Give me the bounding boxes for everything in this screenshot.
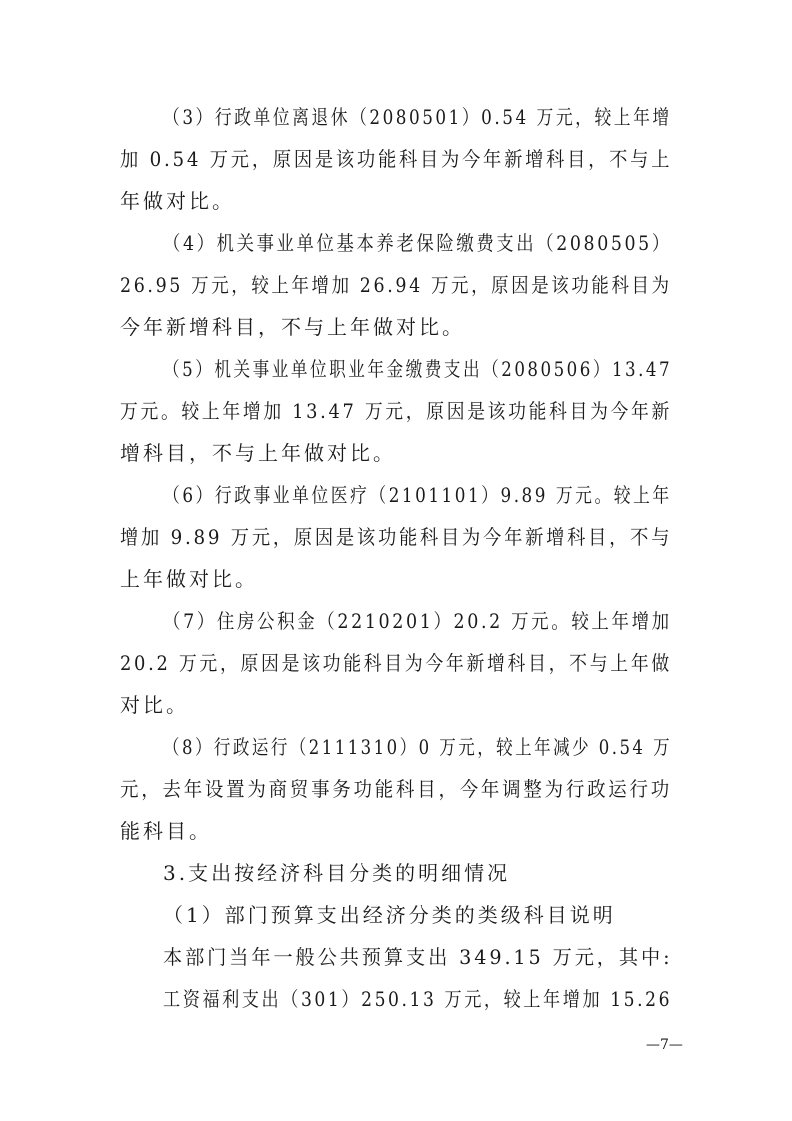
text-line: 上年做对比。 [120,567,258,591]
text-line: 今年新增科目，不与上年做对比。 [120,315,465,339]
text-line: （7）住房公积金（2210201）20.2 万元。较上年增加 [163,609,672,633]
text-line: 能科目。 [120,819,212,843]
text-line: 万元。较上年增加 13.47 万元，原因是该功能科目为今年新 [120,399,672,423]
page-number: —7— [646,1037,683,1053]
section-heading: 3.支出按经济科目分类的明细情况 [163,861,511,885]
text-line: （4）机关事业单位基本养老保险缴费支出（2080505） [163,231,672,255]
text-line: 加 0.54 万元，原因是该功能科目为今年新增科目，不与上 [120,147,673,171]
text-line: 20.2 万元，原因是该功能科目为今年新增科目，不与上年做 [120,651,672,675]
text-line: 对比。 [120,693,189,717]
text-line: 增加 9.89 万元，原因是该功能科目为今年新增科目，不与 [120,525,673,549]
subsection-heading: （1）部门预算支出经济分类的类级科目说明 [163,903,616,927]
text-line: 年做对比。 [120,189,235,213]
text-line: （8）行政运行（2111310）0 万元，较上年减少 0.54 万 [163,735,673,759]
text-line: 26.95 万元，较上年增加 26.94 万元，原因是该功能科目为 [120,273,672,297]
text-line: 元，去年设置为商贸事务功能科目，今年调整为行政运行功 [120,777,672,801]
text-line: （3）行政单位离退休（2080501）0.54 万元，较上年增 [163,105,672,129]
text-line: （6）行政事业单位医疗（2101101）9.89 万元。较上年 [163,483,672,507]
text-line: （5）机关事业单位职业年金缴费支出（2080506）13.47 [163,357,673,381]
text-line: 工资福利支出（301）250.13 万元，较上年增加 15.26 [163,987,673,1011]
text-line: 本部门当年一般公共预算支出 349.15 万元，其中: [163,945,673,969]
text-line: 增科目，不与上年做对比。 [120,441,396,465]
